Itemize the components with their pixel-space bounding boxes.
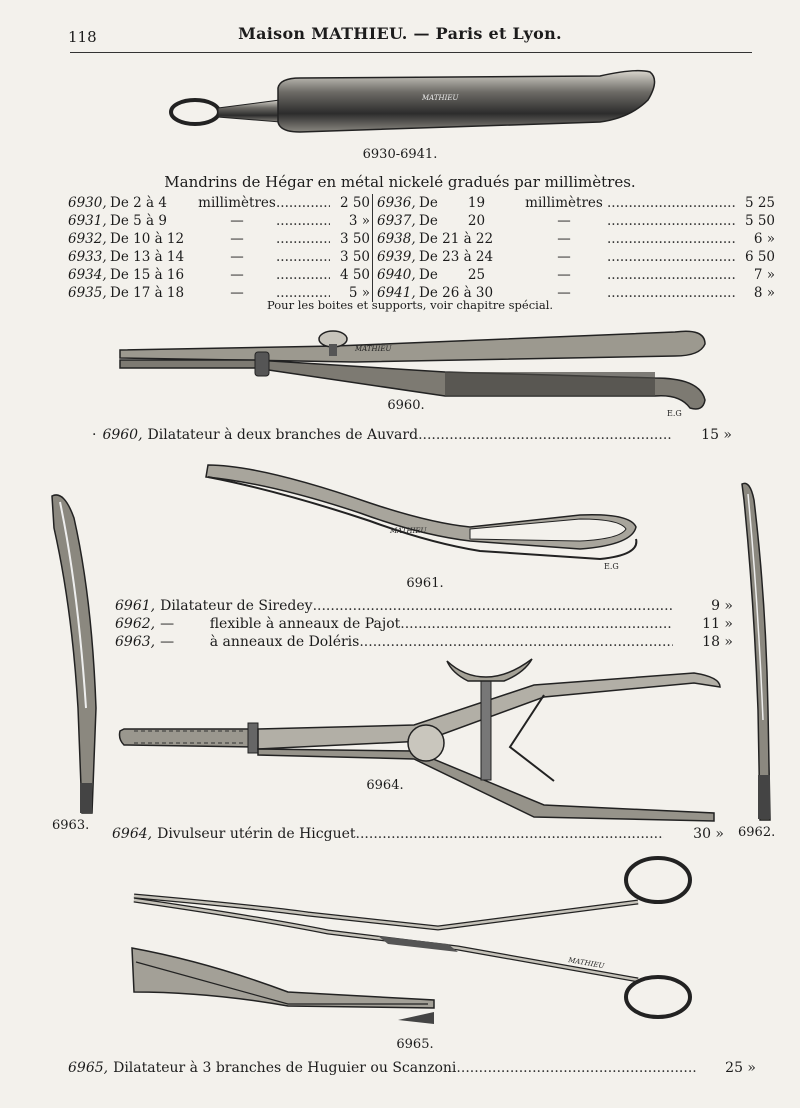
auvard-engraving: MATHIEU — [355, 345, 392, 353]
siredey-dilator-illustration — [200, 455, 650, 575]
supports-note: Pour les boites et supports, voir chapitre spécial. — [266, 298, 554, 312]
catalog-item-6963: 6963, — à anneaux de Doléris ..... 18 » — [115, 634, 733, 650]
hegar-table-left — [68, 194, 370, 302]
hegar-dilator-illustration — [160, 60, 670, 145]
hegar-table-right — [372, 194, 775, 302]
page-header — [0, 20, 800, 50]
catalog-item-6961: 6961, Dilatateur de Siredey ..... 9 » — [115, 598, 733, 614]
table-row: 6936, De 19 millimètres ..... 5 25 — [377, 194, 775, 212]
catalog-item-6965: 6965, Dilatateur à 3 branches de Huguier ou Scanzoni ..... 25 » — [68, 1060, 756, 1076]
hegar-engraving: MATHIEU — [422, 94, 459, 102]
side-label-6962: 6962. — [738, 825, 776, 840]
table-row: 6940, De 25 — ..... 7 » — [377, 266, 775, 284]
pajot-dilator-illustration — [736, 480, 776, 825]
catalog-item-6964: 6964, Divulseur utérin de Hicguet ..... 30 » — [112, 826, 724, 842]
figure-label-6961: 6961. — [406, 576, 444, 591]
hegar-caption: Mandrins de Hégar en métal nickelé gradués par millimètres. — [164, 173, 636, 191]
header-rule — [70, 52, 752, 53]
side-label-6963: 6963. — [52, 818, 90, 833]
table-row: 6932, De 10 à 12 — ..... 3 50 — [68, 230, 370, 248]
table-row: 6937, De 20 — ..... 5 50 — [377, 212, 775, 230]
siredey-engraving: MATHIEU — [390, 527, 427, 535]
table-row: 6934, De 15 à 16 — ..... 4 50 — [68, 266, 370, 284]
table-row: 6941, De 26 à 30 — ..... 8 » — [377, 284, 775, 302]
table-row: 6939, De 23 à 24 — ..... 6 50 — [377, 248, 775, 266]
siredey-signature: E.G — [604, 562, 619, 571]
catalog-item-6960: · 6960, Dilatateur à deux branches de Auvard ..... 15 » — [92, 427, 732, 443]
table-row: 6930, De 2 à 4 millimètres ..... 2 50 — [68, 194, 370, 212]
catalog-item-6962: 6962, — flexible à anneaux de Pajot ..... 11 » — [115, 616, 733, 632]
figure-label-6965: 6965. — [396, 1037, 434, 1052]
hicguet-divulsor-illustration — [114, 655, 724, 825]
table-row: 6935, De 17 à 18 — ..... 5 » — [68, 284, 370, 302]
page-title: Maison MATHIEU. — Paris et Lyon. — [238, 24, 562, 43]
huguier-dilator-illustration — [128, 852, 698, 1032]
table-row: 6931, De 5 à 9 — ..... 3 » — [68, 212, 370, 230]
figure-label-6930: 6930-6941. — [362, 147, 438, 162]
doleris-dilator-illustration — [44, 488, 106, 818]
figure-label-6960: 6960. — [387, 398, 425, 413]
auvard-signature: E.G — [667, 409, 682, 418]
table-row: 6933, De 13 à 14 — ..... 3 50 — [68, 248, 370, 266]
page-number: 118 — [68, 28, 97, 46]
figure-label-6964: 6964. — [366, 778, 404, 793]
huguier-engraving: MATHIEU — [567, 956, 605, 971]
table-row: 6938, De 21 à 22 — ..... 6 » — [377, 230, 775, 248]
